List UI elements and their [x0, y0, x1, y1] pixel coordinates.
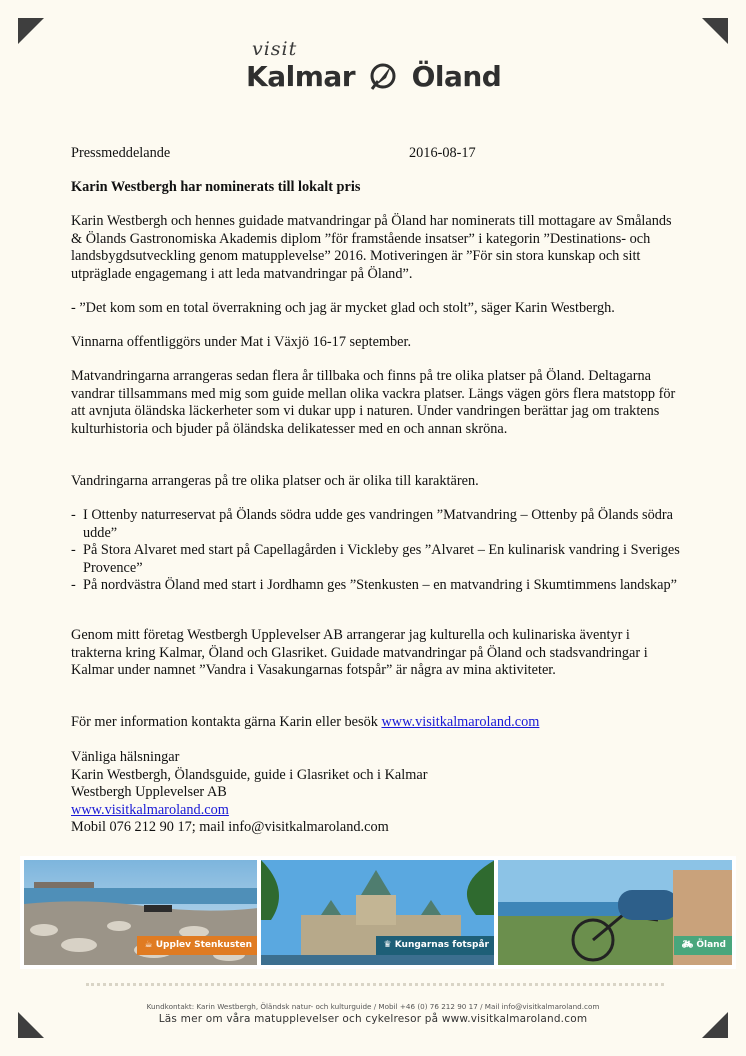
- doc-type-label: Pressmeddelande: [71, 145, 171, 161]
- closing-greeting: Vänliga hälsningar: [71, 749, 180, 765]
- info-website-link[interactable]: www.visitkalmaroland.com: [381, 714, 540, 730]
- photo-label: Kungarnas fotspår: [394, 940, 489, 950]
- signature-contact: Mobil 076 212 90 17; mail info@visitkalmaroland.com: [71, 819, 389, 835]
- page-title: Karin Westbergh har nominerats till lokalt pris: [71, 179, 361, 195]
- photo-oland-bike: [498, 860, 732, 965]
- photo-tag-kungarnas: [376, 936, 495, 955]
- walks-list: [71, 507, 681, 595]
- photo-label: Öland: [696, 940, 726, 950]
- dotted-divider: [86, 983, 664, 986]
- logo-name-left: Kalmar: [246, 59, 356, 93]
- signature-name: Karin Westbergh, Ölandsguide, guide i Glasriket och i Kalmar: [71, 766, 428, 783]
- signature-website-link[interactable]: www.visitkalmaroland.com: [71, 801, 229, 818]
- corner-decoration-top-right: [702, 18, 728, 44]
- logo-name: [246, 58, 501, 93]
- footer-tagline: Läs mer om våra matupplevelser och cykelresor på www.visitkalmaroland.com: [158, 1013, 588, 1025]
- info-paragraph: [71, 714, 681, 732]
- crown-icon: ♛: [383, 940, 395, 950]
- compass-icon: [366, 59, 400, 93]
- paragraph-company: Genom mitt företag Westbergh Upplevelser AB arrangerar jag kulturella och kulinariska äventyr i trakterna kring Kalmar, Öland och Glasriket. Guidade matvandringar på Öland och stadsvandringar i Kalmar under namnet ”Vandra i Vasakungarnas fotspår” är några av mina aktiviteter.: [71, 627, 648, 678]
- corner-decoration-top-left: [18, 18, 44, 44]
- photo-kalmar-castle: [261, 860, 495, 965]
- photo-label: Upplev Stenkusten: [155, 940, 252, 950]
- photo-stenkusten: [24, 860, 258, 965]
- brand-logo: [246, 38, 502, 96]
- logo-name-right: Öland: [411, 59, 502, 93]
- paragraph-winners: Vinnarna offentliggörs under Mat i Växjö 16-17 september.: [71, 334, 412, 350]
- photo-tag-stenkusten: [137, 936, 258, 955]
- paragraph-places: Vandringarna arrangeras på tre olika platser och är olika till karaktären.: [71, 473, 479, 489]
- paragraph-intro: Karin Westbergh och hennes guidade matvandringar på Öland har nominerats till mottagare av Smålands & Ölands Gastronomiska Akademis diplom ”för framstående insatser” i kategorin ”Destinations- och landsbygdsutveckling genom matupplevelse” 2016. Motiveringen är ”För sin stora kunskap och sitt utpräglade engagemang i att leda matvandringar på Öland”.: [71, 213, 672, 282]
- press-date: 2016-08-17: [409, 145, 476, 161]
- list-item: - På Stora Alvaret med start på Capellagården i Vickleby ges ”Alvaret – En kulinarisk vandring i Sveriges Provence”: [71, 542, 681, 577]
- list-item: - På nordvästra Öland med start i Jordhamn ges ”Stenkusten – en matvandring i Skumtimmens landskap”: [71, 577, 681, 595]
- list-item: - I Ottenby naturreservat på Ölands södra udde ges vandringen ”Matvandring – Ottenby på Ölands södra udde”: [71, 507, 681, 542]
- food-icon: ☕: [144, 940, 156, 950]
- info-prefix: För mer information kontakta gärna Karin eller besök: [71, 714, 382, 730]
- quote-paragraph: - ”Det kom som en total överrakning och jag är mycket glad och stolt”, säger Karin Westbergh.: [71, 300, 615, 316]
- signature-block: [71, 749, 681, 837]
- signature-company: Westbergh Upplevelser AB: [71, 784, 227, 800]
- footer-contact: Kundkontakt: Karin Westbergh, Öländsk natur- och kulturguide / Mobil +46 (0) 76 212 90 17 / Mail info@visitkalmaroland.com: [146, 1002, 600, 1011]
- bicycle-icon: 🚲︎: [681, 940, 697, 950]
- paragraph-walks: Matvandringarna arrangeras sedan flera år tillbaka och finns på tre olika platser på Öland. Deltagarna vandrar tillsammans med mig som guide mellan olika vackra platser. Längs vägen görs flera matstopp för att avnjuta öländska läckerheter som vi dukar upp i naturen. Under vandringen berättar jag om traktens kulturhistoria och bjuder på öländska delikatesser med en och annan skröna.: [71, 368, 676, 437]
- logo-visit-text: visit: [252, 38, 298, 60]
- photo-tag-oland: [674, 936, 732, 955]
